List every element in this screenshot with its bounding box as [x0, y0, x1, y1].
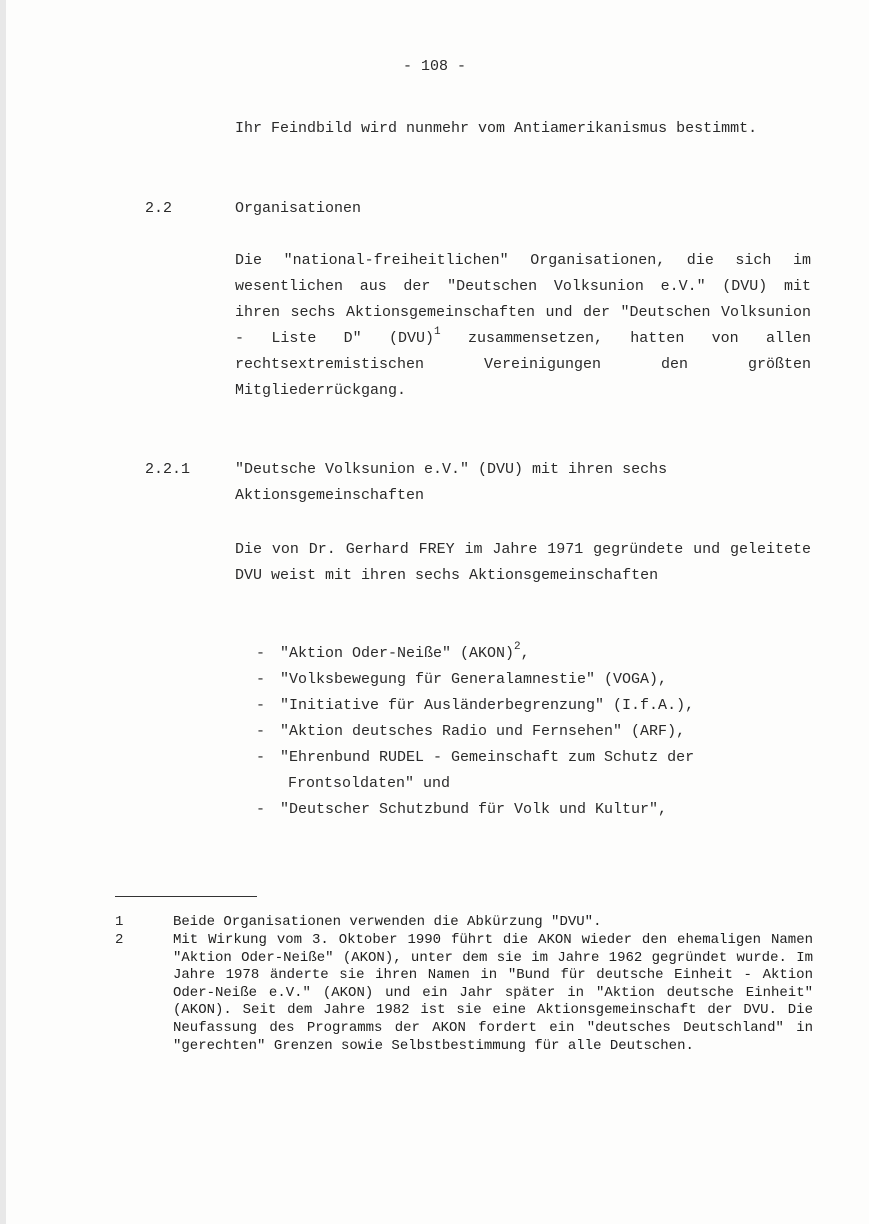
section-number-2-2: 2.2 — [145, 200, 173, 217]
section-number-2-2-1: 2.2.1 — [145, 461, 191, 478]
organisation-list — [256, 641, 816, 823]
list-item: Frontsoldaten" und — [288, 775, 451, 792]
intro-paragraph: Ihr Feindbild wird nunmehr vom Antiamerikanismus bestimmt. — [235, 120, 758, 137]
footnote-number: 2 — [115, 932, 124, 948]
list-item: - "Aktion Oder-Neiße" (AKON)$^2$, — [256, 641, 530, 662]
list-item: - "Deutscher Schutzbund für Volk und Kultur", — [256, 801, 668, 818]
footnote-ref-2: 2 — [514, 641, 521, 653]
footnote-text: Beide Organisationen verwenden die Abkürzung "DVU". — [173, 914, 602, 930]
paragraph-text: Die "national-freiheitlichen" Organisationen, die sich im wesentlichen aus der "Deutschen Volksunion e.V." (DVU) mit ihren sechs Aktionsgemeinschaften und der "Deutschen Volksunion - Liste D" (DVU) — [235, 252, 811, 347]
section-title-2-2-1: "Deutsche Volksunion e.V." (DVU) mit ihren sechs Aktionsgemeinschaften — [235, 461, 668, 504]
footnote-number: 1 — [115, 914, 124, 930]
section-2-2-paragraph — [235, 248, 811, 404]
section-2-2-1-paragraph: Die von Dr. Gerhard FREY im Jahre 1971 gegründete und geleitete DVU weist mit ihren sechs Aktionsgemeinschaften — [235, 541, 811, 584]
paragraph-text-cont: zusammensetzen, hatten von allen rechtsextremistischen Vereinigungen den größten Mitgliederrückgang. — [235, 330, 811, 399]
footnote-separator — [115, 896, 257, 897]
list-item: - "Volksbewegung für Generalamnestie" (VOGA), — [256, 671, 668, 688]
footnote-ref-1: 1 — [434, 326, 441, 338]
list-item: - "Initiative für Ausländerbegrenzung" (I.f.A.), — [256, 697, 695, 714]
list-item: - "Ehrenbund RUDEL - Gemeinschaft zum Schutz der — [256, 749, 695, 766]
footnote-text: Mit Wirkung vom 3. Oktober 1990 führt die AKON wieder den ehemaligen Namen "Aktion Oder-Neiße" (AKON), unter dem sie im Jahre 1962 gegründet wurde. Im Jahre 1978 änderte sie ihren Namen in "Bund für deutsche Einheit - Aktion Oder-Neiße e.V." (AKON) und ein Jahr später in "Aktion deutsche Einheit" (AKON). Seit dem Jahre 1982 ist sie eine Aktionsgemeinschaft der DVU. Die Neufassung des Programms der AKON fordert ein "deutsches Deutschland" in "gerechten" Grenzen sowie Selbstbestimmung für alle Deutschen. — [173, 932, 813, 1054]
section-title-2-2: Organisationen — [235, 200, 362, 217]
page-number: - 108 - — [402, 58, 466, 75]
list-item: - "Aktion deutsches Radio und Fernsehen" (ARF), — [256, 723, 686, 740]
